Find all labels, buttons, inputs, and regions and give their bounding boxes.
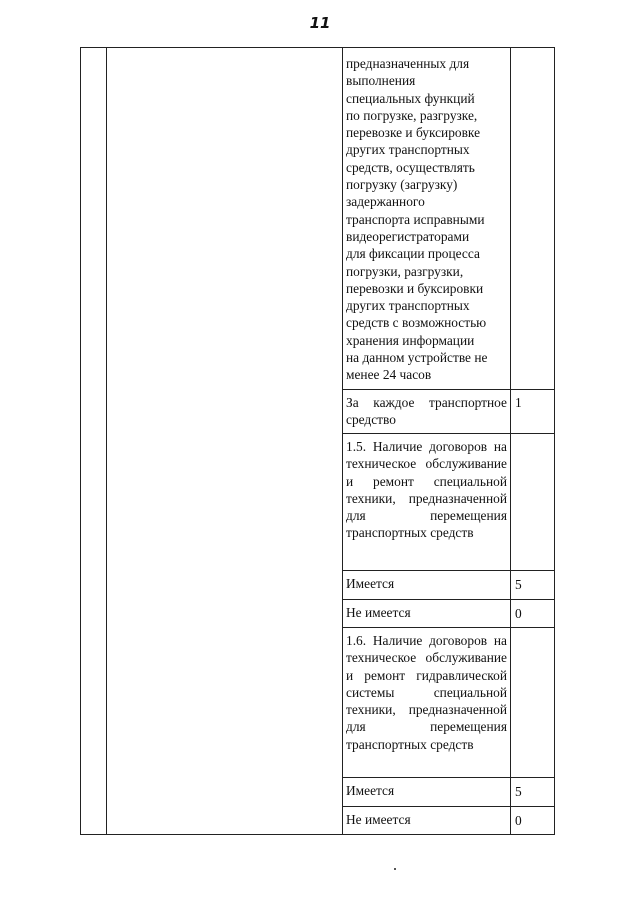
- row-score: 5: [515, 577, 522, 592]
- table-row: [81, 48, 555, 390]
- score-cell: [511, 48, 555, 390]
- criteria-table: [80, 47, 555, 835]
- criterion-column-cell: [107, 48, 343, 835]
- continued-criterion-text: предназначенных для выполнения специальных функций по погрузке, разгрузке, перевозке и буксировке других транспортных средств, осуществлять погрузку (загрузку) задержанного транспорта исправными видеорегистраторами для фиксации процесса погрузки, разгрузки, перевозки и буксировки других транспортных средств с возможностью хранения информации на данном устройстве не менее 24 часов: [346, 56, 488, 383]
- row-score: [511, 628, 554, 632]
- row-label: Не имеется: [346, 605, 411, 620]
- criterion-text-cell: [343, 48, 511, 390]
- row-label: Имеется: [346, 576, 395, 591]
- row-label: 1.6. Наличие договоров на техническое обслуживание и ремонт гидравлической системы специальной техники, предназначенной для перемещения транспортных средств: [346, 633, 507, 752]
- row-score: [511, 434, 554, 438]
- row-label: Не имеется: [346, 812, 411, 827]
- row-label: 1.5. Наличие договоров на техническое обслуживание и ремонт специальной техники, предназначенной для перемещения транспортных средств: [346, 439, 507, 541]
- row-score: 1: [515, 395, 522, 410]
- page-number: 11: [309, 14, 331, 32]
- row-label: Имеется: [346, 783, 395, 798]
- number-column-cell: [81, 48, 107, 835]
- row-label: За каждое транспортное средство: [346, 395, 507, 428]
- row-score: 0: [515, 606, 522, 621]
- row-score: 0: [515, 813, 522, 828]
- row-score: 5: [515, 784, 522, 799]
- scan-speck: [394, 868, 396, 870]
